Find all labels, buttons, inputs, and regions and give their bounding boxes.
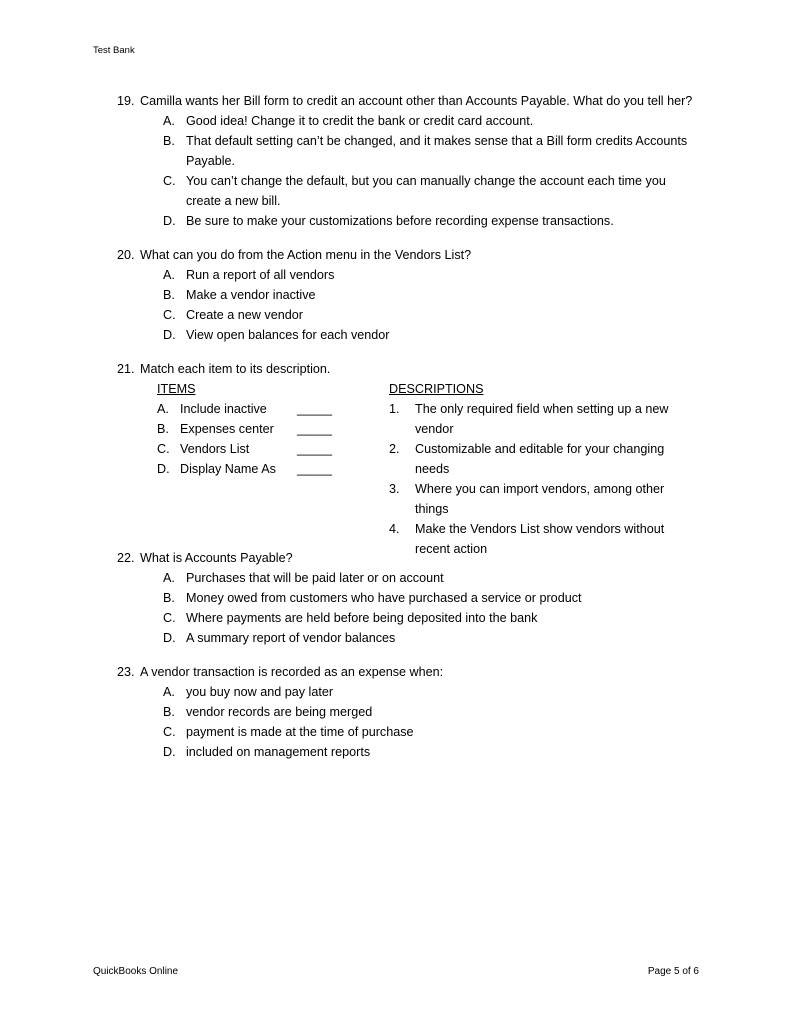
option-text: you buy now and pay later: [186, 685, 334, 699]
option-letter: C.: [163, 725, 176, 739]
option-c: [140, 305, 697, 325]
item-letter: D.: [157, 462, 170, 476]
descriptions-column: [389, 379, 689, 559]
item-text: Display Name As: [180, 462, 276, 476]
answer-blank: _____: [297, 462, 333, 476]
question-list: [117, 91, 697, 776]
match-description: [389, 439, 689, 479]
option-text: Run a report of all vendors: [186, 268, 335, 282]
option-text: Where payments are held before being deposited into the bank: [186, 611, 538, 625]
option-letter: B.: [163, 288, 175, 302]
option-letter: B.: [163, 591, 175, 605]
description-text: The only required field when setting up a new vendor: [415, 402, 669, 436]
question-text: What is Accounts Payable?: [140, 551, 293, 565]
question-number: 22.: [117, 551, 135, 565]
option-letter: A.: [163, 268, 175, 282]
match-description: [389, 399, 689, 439]
option-text: vendor records are being merged: [186, 705, 373, 719]
question-20: [117, 245, 697, 345]
item-text: Expenses center: [180, 422, 274, 436]
page-header: Test Bank: [93, 45, 135, 56]
option-text: That default setting can’t be changed, and it makes sense that a Bill form credits Accounts Payable.: [186, 134, 688, 168]
answer-blank: _____: [297, 422, 333, 436]
description-number: 1.: [389, 402, 400, 416]
option-text: Create a new vendor: [186, 308, 303, 322]
question-text: Match each item to its description.: [140, 362, 331, 376]
option-letter: C.: [163, 308, 176, 322]
option-text: A summary report of vendor balances: [186, 631, 396, 645]
option-c: [140, 722, 697, 742]
option-text: You can’t change the default, but you can manually change the account each time you create a new bill.: [186, 174, 666, 208]
option-letter: D.: [163, 328, 176, 342]
option-text: Purchases that will be paid later or on account: [186, 571, 444, 585]
option-letter: A.: [163, 114, 175, 128]
option-letter: B.: [163, 705, 175, 719]
description-number: 2.: [389, 442, 400, 456]
item-letter: B.: [157, 422, 169, 436]
option-c: [140, 608, 697, 628]
option-text: Be sure to make your customizations before recording expense transactions.: [186, 214, 614, 228]
option-text: View open balances for each vendor: [186, 328, 390, 342]
question-text: A vendor transaction is recorded as an expense when:: [140, 665, 444, 679]
answer-blank: _____: [297, 442, 333, 456]
option-d: [140, 211, 697, 231]
match-item: [157, 419, 357, 439]
item-text: Vendors List: [180, 442, 250, 456]
option-a: [140, 265, 697, 285]
option-d: [140, 325, 697, 345]
matching-table: [140, 379, 697, 556]
item-letter: A.: [157, 402, 169, 416]
question-number: 21.: [117, 362, 135, 376]
option-a: [140, 111, 697, 131]
description-text: Where you can import vendors, among other things: [415, 482, 665, 516]
option-d: [140, 742, 697, 762]
description-number: 3.: [389, 482, 400, 496]
question-text: Camilla wants her Bill form to credit an account other than Accounts Payable. What do you tell her?: [140, 94, 693, 108]
question-number: 20.: [117, 248, 135, 262]
option-b: [140, 588, 697, 608]
description-text: Make the Vendors List show vendors without recent action: [415, 522, 665, 556]
option-d: [140, 628, 697, 648]
description-text: Customizable and editable for your changing needs: [415, 442, 665, 476]
descriptions-header: DESCRIPTIONS: [389, 382, 484, 396]
option-b: [140, 131, 697, 171]
option-a: [140, 568, 697, 588]
question-number: 19.: [117, 94, 135, 108]
option-letter: D.: [163, 214, 176, 228]
option-c: [140, 171, 697, 211]
match-item: [157, 459, 357, 479]
option-text: Make a vendor inactive: [186, 288, 316, 302]
match-item: [157, 399, 357, 419]
option-letter: D.: [163, 745, 176, 759]
page-number: Page 5 of 6: [647, 966, 699, 977]
option-text: Money owed from customers who have purchased a service or product: [186, 591, 582, 605]
option-b: [140, 285, 697, 305]
item-text: Include inactive: [180, 402, 267, 416]
description-number: 4.: [389, 522, 400, 536]
option-letter: A.: [163, 685, 175, 699]
question-19: [117, 91, 697, 231]
option-text: included on management reports: [186, 745, 371, 759]
option-letter: C.: [163, 174, 176, 188]
items-header: ITEMS: [157, 382, 196, 396]
footer-left: QuickBooks Online: [93, 966, 179, 977]
match-item: [157, 439, 357, 459]
item-letter: C.: [157, 442, 170, 456]
option-letter: B.: [163, 134, 175, 148]
option-text: payment is made at the time of purchase: [186, 725, 414, 739]
option-letter: D.: [163, 631, 176, 645]
option-text: Good idea! Change it to credit the bank or credit card account.: [186, 114, 534, 128]
question-23: [117, 662, 697, 762]
question-number: 23.: [117, 665, 135, 679]
option-letter: C.: [163, 611, 176, 625]
answer-blank: _____: [297, 402, 333, 416]
question-21: [117, 359, 697, 556]
option-letter: A.: [163, 571, 175, 585]
question-text: What can you do from the Action menu in the Vendors List?: [140, 248, 472, 262]
match-description: [389, 479, 689, 519]
question-22: [117, 548, 697, 648]
items-column: [157, 379, 357, 479]
option-a: [140, 682, 697, 702]
option-b: [140, 702, 697, 722]
